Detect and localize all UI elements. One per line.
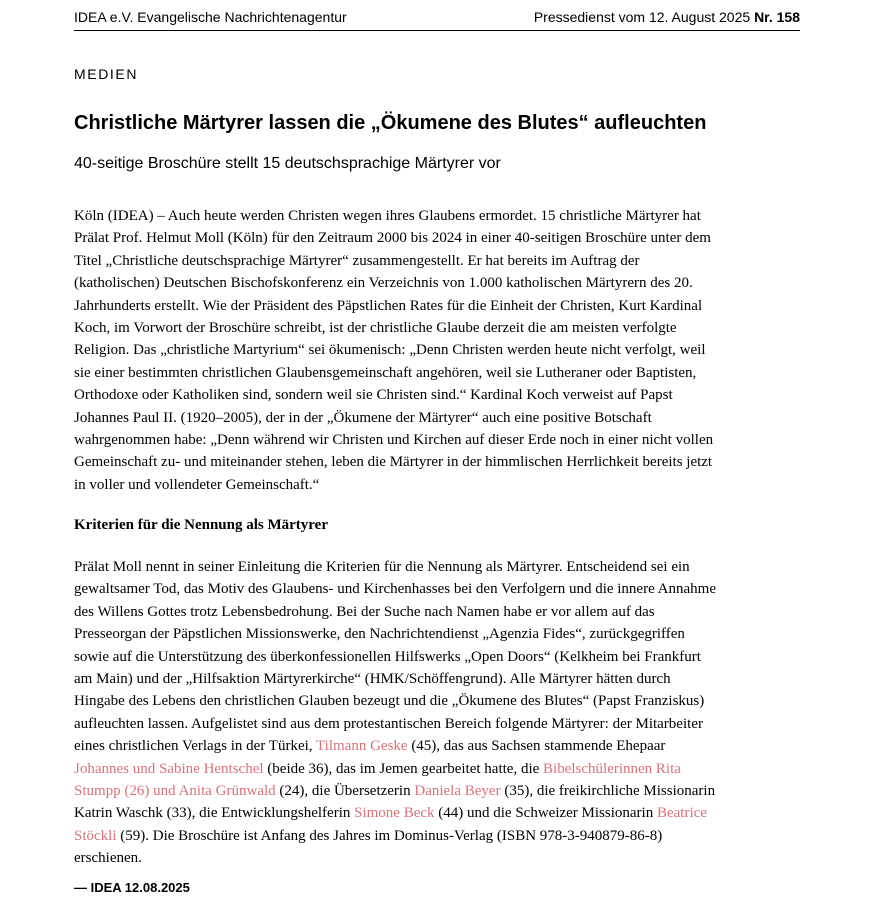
paragraph-line: aufleuchten lassen. Aufgelistet sind aus dem protestantischen Bereich folgende Märtyrer: der Mitarbeiter: [74, 715, 703, 732]
text-span: Katrin Waschk (33), die Entwicklungshelferin: [74, 805, 355, 822]
paragraph-line: Prälat Moll nennt in seiner Einleitung die Kriterien für die Nennung als Märtyrer. Entscheidend sei ein: [74, 559, 690, 575]
article-title: Christliche Märtyrer lassen die „Ökumene des Blutes“ aufleuchten: [74, 112, 707, 134]
paragraph-line: Hingabe des Lebens den christlichen Glauben bezeugt und die „Ökumene des Blutes“ (Papst Franziskus): [74, 693, 705, 710]
text-span: (45), das aus Sachsen stammende Ehepaar: [407, 738, 666, 755]
paragraph-line: (katholischen) Deutschen Bischofskonferenz ein Verzeichnis von 1.000 katholischen Märtyrern des 20.: [74, 275, 693, 292]
text-span: (44) und die Schweizer Missionarin: [434, 805, 657, 822]
paragraph-line: [74, 735, 800, 757]
paragraph-line: Gemeinschaft zu- und miteinander stehen, leben die Märtyrer in der himmlischen Herrlichkeit bereits jetzt: [74, 454, 713, 471]
paragraph-line: des Willens Gottes trotz Lebensbedrohung. Bei der Suche nach Namen habe er vor allem auf das: [74, 603, 655, 620]
paragraph-line: [74, 825, 800, 847]
name-link-bibelschuelerinnen[interactable]: Bibelschülerinnen Rita: [543, 760, 681, 777]
page-header: [74, 6, 800, 31]
subheading: Kriterien für die Nennung als Märtyrer: [74, 517, 328, 533]
paragraph-line: [74, 802, 800, 824]
paragraph-line: Johannes Paul II. (1920–2005), der in der „Ökumene der Märtyrer“ auch eine positive Botschaft: [74, 409, 652, 426]
paragraph-line: Titel „Christliche deutschsprachige Märtyrer“ zusammengestellt. Er hat bereits im Auftrag der: [74, 252, 640, 269]
name-link-hentschel[interactable]: Johannes und Sabine Hentschel: [74, 760, 264, 777]
name-link-beatrice[interactable]: Beatrice: [656, 805, 707, 822]
paragraph-line: Religion. Das „christliche Martyrium“ sei ökumenisch: „Denn Christen werden heute nicht verfolgt, weil: [74, 342, 706, 359]
name-link-daniela-beyer[interactable]: Daniela Beyer: [414, 782, 501, 799]
paragraph-line: wahrgenommen habe: „Denn während wir Christen und Kirchen auf dieser Erde noch in einer nicht vollen: [74, 431, 714, 448]
paragraph-line: Jahrhunderts erstellt. Wie der Präsident des Päpstlichen Rates für die Einheit der Christen, Kurt Kardinal: [74, 297, 703, 314]
paragraph-line: Koch, im Vorwort der Broschüre schreibt, ist der christliche Glaube derzeit die am meisten verfolgte: [74, 319, 677, 336]
header-agency: IDEA e.V. Evangelische Nachrichtenagentur: [74, 9, 347, 25]
paragraph-line: in voller und vollendeter Gemeinschaft.“: [74, 476, 320, 493]
name-link-stumpp-gruenwald[interactable]: Stumpp (26) und Anita Grünwald: [74, 782, 276, 799]
article-subtitle: 40-seitige Broschüre stellt 15 deutschsprachige Märtyrer vor: [74, 155, 501, 172]
paragraph-line: Presseorgan der Päpstlichen Missionswerke, den Nachrichtendienst „Agenzia Fides“, zurückgegriffen: [74, 626, 685, 643]
paragraph-line: Prälat Prof. Helmut Moll (Köln) für den Zeitraum 2000 bis 2024 in einer 40-seitigen Broschüre unter dem: [74, 230, 711, 247]
paragraph-intro: [74, 205, 800, 496]
header-date-text: Pressedienst vom 12. August 2025: [533, 9, 751, 25]
text-span: eines christlichen Verlags in der Türkei,: [74, 738, 317, 755]
text-span: (24), die Übersetzerin: [275, 782, 415, 799]
header-date: [534, 9, 800, 25]
name-link-simone-beck[interactable]: Simone Beck: [354, 805, 435, 822]
paragraph-line: [74, 780, 800, 802]
footer-signature: — IDEA 12.08.2025: [74, 880, 190, 895]
paragraph-line: sowie auf die Unterstützung des überkonfessionellen Hilfswerks „Open Doors“ (Kelkheim bei Frankfurt: [74, 648, 701, 665]
paragraph-line: Köln (IDEA) – Auch heute werden Christen wegen ihres Glaubens ermordet. 15 christliche Märtyrer hat: [74, 208, 701, 224]
name-link-tilmann-geske[interactable]: Tilmann Geske: [316, 738, 408, 755]
text-span: (35), die freikirchliche Missionarin: [500, 782, 716, 799]
text-span: (beide 36), das im Jemen gearbeitet hatte, die: [263, 760, 544, 777]
header-issue-number: Nr. 158: [754, 9, 800, 25]
paragraph-line: [74, 758, 800, 780]
section-label: MEDIEN: [74, 66, 139, 82]
text-span: (59). Die Broschüre ist Anfang des Jahres im Dominus-Verlag (ISBN 978-3-940879-86-8): [116, 827, 663, 844]
paragraph-criteria: [74, 556, 800, 869]
name-link-stoeckli[interactable]: Stöckli: [74, 827, 117, 844]
paragraph-line: erschienen.: [74, 850, 142, 867]
paragraph-line: am Main) und der „Hilfsaktion Märtyrerkirche“ (HMK/Schöffengrund). Alle Märtyrer hätten durch: [74, 670, 671, 687]
paragraph-line: gewaltsamer Tod, das Motiv des Glaubens- und Kirchenhasses bei den Verfolgern und die innere Annahme: [74, 581, 716, 598]
paragraph-line: sie einer bestimmten christlichen Glaubensgemeinschaft angehören, weil sie Lutheraner oder Baptisten,: [74, 364, 697, 381]
paragraph-line: Orthodoxe oder Katholiken sind, sondern weil sie Christen sind.“ Kardinal Koch verweist auf Papst: [74, 387, 673, 404]
